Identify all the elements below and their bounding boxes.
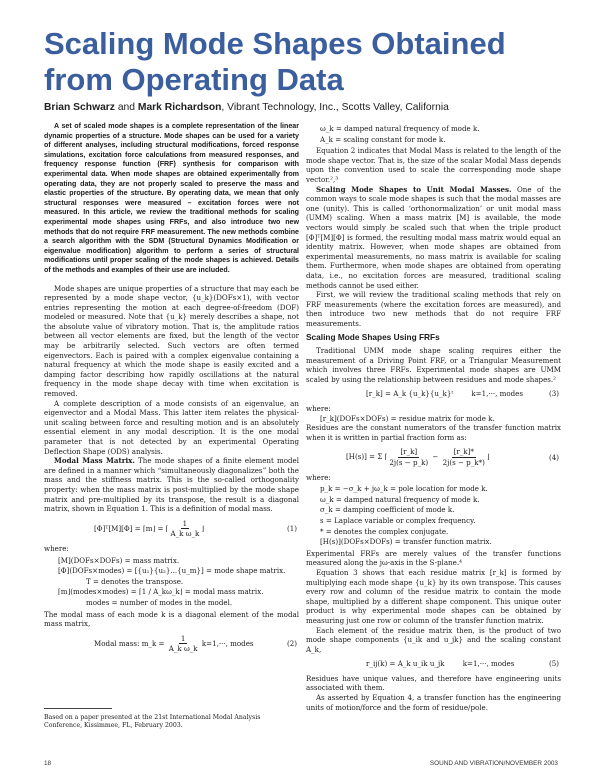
def-pole: p_k = −σ_k + jω_k = pole location for mode k. [320, 484, 488, 494]
def-modes: modes = number of modes in the model. [86, 597, 233, 607]
eq1-eq: = [155, 523, 166, 533]
equation-5 [306, 659, 561, 669]
def-mode-shape-matrix: [Φ](DOFs×modes) = [{u₁}{u₂}...{u_m}] = mode shape matrix. [58, 566, 286, 576]
eq4-minus: − [430, 452, 441, 462]
eq2-num: 1 [180, 633, 186, 643]
eq4-den2: 2j(s − p_k*) [442, 458, 485, 467]
umm-paragraph: Traditional UMM mode shape scaling requires either the measurement of a Driving Point FRF, or a Triangular Measurement which involves three FRFs. Experimental mode shapes are UMM scaled by using the relationship between residues and mode shapes.² [306, 346, 561, 384]
modal-mass-heading: Modal Mass Matrix. [54, 456, 135, 466]
def-residue-matrix: [r_k](DOFs×DOFs) = residue matrix for mode k. [320, 413, 495, 423]
def-damping-coefficient: σ_k = damping coefficient of mode k. [320, 505, 455, 515]
article-title [44, 26, 564, 98]
eq2-explanation: Equation 2 indicates that Modal Mass is related to the length of the mode shape vector. That is, the size of the scalar Modal Mass depends upon the convention used to scale the corresponding mode shape vector.²,³ [306, 146, 561, 184]
eq2-lhs: Modal mass: m_k = [94, 638, 167, 648]
abstract: A set of scaled mode shapes is a complete representation of the linear dynamic properties of a structure. Mode shapes can be used for a variety of different analyses, including structural modifications, forced response simulations, excitation force calculations from measured responses, and frequency response function (FRF) synthesis for comparison with experimental data. When mode shapes are obtained experimentally from operating data, they are not properly scaled to preserve the mass and elastic properties of the structure. By operating data, we mean that only structural responses were measured – excitation forces were not measured. In this article, we review the traditional methods for scaling experimental mode shapes using FRFs, and also introduce two new methods that do not require FRF measurement. The new methods combine a search algorithm with the SDM (Structural Dynamics Modification or eigenvalue modification) algorithm to perform a series of structural modifications until proper scaling of the mode shapes is achieved. Details of the methods and examples of their use are included. [44, 122, 299, 274]
eq4-den1: 2j(s − p_k) [389, 458, 429, 467]
eq3-label: (3) [548, 389, 559, 399]
byline [44, 102, 564, 113]
byline-and: and [114, 102, 138, 113]
eq4-lhs: [H(s)] = Σ [346, 452, 383, 462]
def-mass-matrix: [M](DOFs×DOFs) = mass matrix. [58, 555, 180, 565]
equation-3 [306, 389, 561, 399]
eq4-assertion: As asserted by Equation 4, a transfer function has the engineering units of motion/force and the form of residue/pole. [306, 693, 561, 712]
intro-paragraph-2: A complete description of a mode consists of an eigenvalue, an eigenvector and a Modal Mass. This latter item relates the physical-unit scaling between force and resulting motion and is an absolutely essential element in any modal description. It is the one modal parameter that is not detected by an experimental Operating Deflection Shape (ODS) analysis. [44, 398, 299, 456]
affiliation: , Vibrant Technology, Inc., Scotts Valley, California [221, 102, 449, 113]
title-line-2: from Operating Data [44, 62, 344, 97]
eq3-explanation: Equation 3 shows that each residue matrix [r_k] is formed by multiplying each mode shape {u_k} by its own transpose. This causes every row and column of the residue matrix to contain the mode shape, multiplied by a different shape component. This unique outer product is why experimental mode shapes can be obtained by measuring just one row or column of the transfer function matrix. [306, 567, 561, 625]
eq1-label: (1) [286, 524, 297, 534]
section-heading-frfs: Scaling Mode Shapes Using FRFs [306, 332, 440, 343]
eq2-fraction [169, 634, 198, 654]
eq2-den: A_k ω_k [168, 644, 198, 654]
eq2-label: (2) [286, 638, 297, 648]
equation-2 [44, 634, 299, 654]
def-conjugate: * = denotes the complex conjugate. [320, 526, 449, 536]
right-column [306, 122, 561, 712]
page-number: 18 [44, 760, 52, 767]
review-paragraph: First, we will review the traditional scaling methods that rely on FRF measurements (where the excitation forces are measured), and then introduce two new methods that do not require FRF measurements. [306, 290, 561, 328]
unit-modal-text: One of the common ways to scale mode shapes is such that the modal masses are one (unity). This is called ‘orthonormalization’ or unit modal mass (UMM) scaling. When a mass matrix [M] is available, the mode vectors would simply be scaled such that when the triple product [Φ]ᵀ[M][Φ] is formed, the resulting modal mass matrix would equal an identity matrix. However, when mode shapes are obtained from experimental measurements, no mass matrix is available for scaling them. Furthermore, when mode shapes are obtained from operating data, i.e., no excitation forces are measured, traditional scaling methods cannot be used either. [306, 184, 561, 290]
eq4-fraction-1 [389, 447, 428, 467]
eq1-fraction [170, 519, 199, 539]
left-column [44, 122, 299, 659]
footnote: Based on a paper presented at the 21st International Modal Analysis Conference, Kissimmee, FL, February 2003. [44, 714, 261, 729]
modal-mass-text: The mode shapes of a finite element model are defined in a manner which “simultaneously diagonalizes” both the mass and the stiffness matrix. This is the so-called orthogonality property: when the mass matrix is post-multiplied by the mode shape matrix and pre-multiplied by its transpose, the result is a diagonal matrix, shown in Equation 1. This is a definition of modal mass. [44, 456, 299, 514]
eq4-num2: [r_k]* [453, 447, 474, 457]
def-modal-mass-matrix: ⌈m⌋(modes×modes) = ⌈1 / A_kω_k⌋ = modal mass matrix. [58, 587, 264, 597]
def-damped-freq: ω_k = damped natural frequency of mode k. [320, 124, 480, 133]
definitions-4 [306, 484, 561, 547]
eq3-body: [r_k] = A_k {u_k}{u_k}ᵗ [366, 389, 454, 399]
eq1-lhs: [Φ]ᵀ[M][Φ] = [94, 523, 143, 533]
equation-1: [Φ]ᵀ[M][Φ] = ⌈m⌋ = ⌈ $\frac{1}{\text{A\_k ω\_k}}$ ⌋ (1) [94, 518, 297, 539]
def-transpose: T = denotes the transpose. [86, 576, 184, 586]
eq5-range: k=1,···, modes [462, 659, 515, 669]
eq2-rhs: k=1,···, modes [199, 638, 254, 648]
eq5-body: r_ij(k) = A_k u_ik u_jk [366, 659, 445, 669]
experimental-frfs: Experimental FRFs are merely values of the transfer functions measured along the jω-axis in the S-plane.⁴ [306, 548, 561, 568]
residue-element-paragraph: Each element of the residue matrix then, is the product of two mode shape components {u_ik and u_jk} and the scaling constant A_k, [306, 625, 561, 654]
where-3: where: [306, 404, 331, 414]
after-eq3: Residues are the constant numerators of the transfer function matrix when it is written in partial fraction form as: [306, 423, 561, 442]
def-transfer-function: [H(s)](DOFs×DOFs) = transfer function matrix. [320, 537, 492, 547]
def-scaling-constant: A_k = scaling constant for mode k. [320, 134, 446, 144]
eq1-mid: m [145, 523, 153, 533]
modal-mass-paragraph [44, 456, 299, 514]
equation-4: [H(s)] = Σ ⌈ $\frac{[r\_k]}{2j(s - p\_k)}$ − $\frac{[r\_k]*}{2j(s - p\_k*)}$ ⌋ (4) [346, 447, 559, 467]
unit-modal-paragraph [306, 185, 561, 291]
def-laplace: s = Laplace variable or complex frequency. [320, 515, 476, 525]
eq4-num1: [r_k] [400, 447, 418, 457]
unit-modal-heading: Scaling Mode Shapes to Unit Modal Masses. [316, 184, 512, 194]
eq4-label: (4) [548, 452, 559, 462]
author-1: Brian Schwarz [44, 102, 115, 113]
title-line-1: Scaling Mode Shapes Obtained [44, 26, 506, 61]
eq1-den: A_k ω_k [170, 529, 200, 539]
def-damped-natural-frequency: ω_k = damped natural frequency of mode k. [320, 494, 480, 504]
journal-footer: SOUND AND VIBRATION/NOVEMBER 2003 [429, 760, 558, 767]
eq1-num: 1 [182, 518, 188, 528]
where-4: where: [306, 472, 331, 482]
where-1: where: [44, 543, 69, 553]
eq3-range: k=1,···, modes [471, 389, 524, 399]
right-top-definitions [306, 124, 561, 144]
eq4-fraction-2 [443, 447, 485, 467]
author-2: Mark Richardson [137, 102, 222, 113]
residues-units: Residues have unique values, and therefore have engineering units associated with them. [306, 673, 561, 693]
eq2-intro: The modal mass of each mode k is a diagonal element of the modal mass matrix, [44, 609, 299, 629]
intro-paragraph-1: Mode shapes are unique properties of a structure that may each be represented by a mode shape vector, {u_k}(DOFs×1), with vector entries representing the motion at each degree-of-freedom (DOF) modeled or measured. Note that {u_k} merely describes a shape, not the absolute value of vibratory motion. That is, the amplitude ratios between all vector elements are fixed, but the length of the vector may be arbitrarily selected. Such vectors are often termed eigenvectors. Each is paired with a complex eigenvalue containing a natural frequency at which the mode shape is easily excited and a damping factor describing how rapidly oscillations at the natural frequency in the mode shape decay with time when excitation is removed. [44, 283, 299, 399]
definitions-1 [44, 556, 299, 608]
eq5-label: (5) [548, 659, 559, 669]
footnote-rule [44, 708, 112, 709]
